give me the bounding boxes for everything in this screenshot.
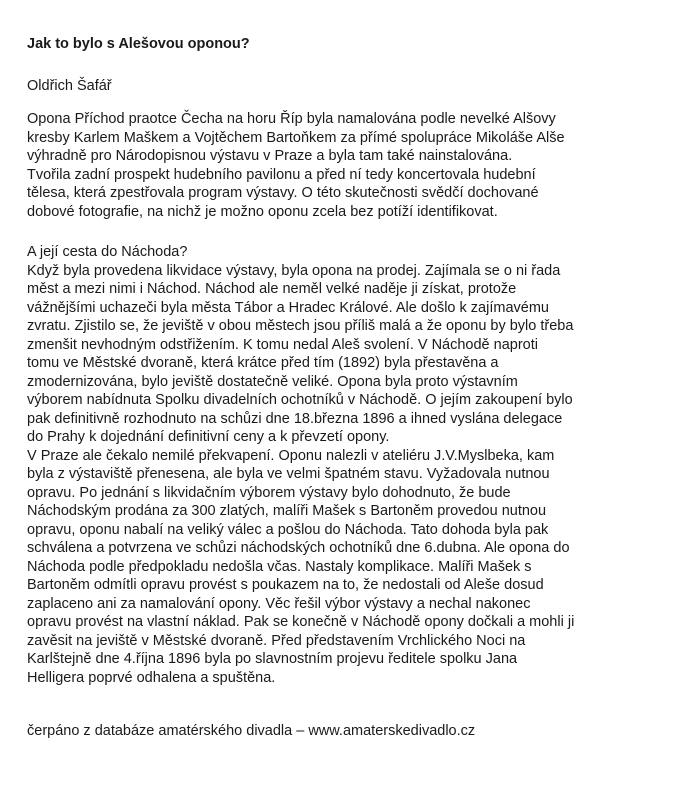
text-line: pak definitivně rozhodnuto na schůzi dne 18.března 1896 a ihned vyslána delegace (27, 410, 563, 427)
text-line: schválena a potvrzena ve schůzi náchodských ochotníků dne 6.dubna. Ale opona do (27, 540, 570, 556)
text-line: kresby Karlem Maškem a Vojtěchem Bartoňkem za přímé spolupráce Mikoláše Alše (27, 129, 565, 146)
text-line: opravu, oponu nabalí na veliký válec a pošlou do Náchoda. Tato dohoda byla pak (27, 521, 549, 538)
text-line: V Praze ale čekalo nemilé překvapení. Oponu nalezli v ateliéru J.V.Myslbeka, kam (27, 447, 555, 464)
text-line: výhradně pro Národopisnou výstavu v Praze a byla tam také nainstalována. (27, 148, 513, 164)
text-line: do Prahy k dojednání definitivní ceny a k převzetí opony. (27, 429, 390, 445)
text-line: dobové fotografie, na nichž je možno oponu zcela bez potíží identifikovat. (27, 203, 498, 220)
text-line: Když byla provedena likvidace výstavy, byla opona na prodej. Zajímala se o ni řada (27, 262, 561, 279)
text-line: Náchoda podle předpokladu nedošla včas. Nastaly komplikace. Malíři Mašek s (27, 558, 532, 575)
text-line: byla z výstaviště přenesena, ale byla ve velmi špatném stavu. Vyžadovala nutnou (27, 466, 550, 482)
text-line: Náchodským prodána za 300 zlatých, malíři Mašek s Bartoněm provedou nutnou (27, 503, 547, 519)
text-line: opravu. Po jednání s likvidačním výborem výstavy bylo dohodnuto, že bude (27, 484, 511, 501)
text-line: měst a mezi nimi i Náchod. Náchod ale neměl velké naděje ji získat, protože (27, 281, 517, 297)
text-line: výborem nabídnuta Spolku divadelních ochotníků v Náchodě. O jejím zakoupení bylo (27, 392, 573, 408)
document-title: Jak to bylo s Alešovou oponou? (27, 36, 250, 52)
text-line: opravu provést na vlastní náklad. Pak se konečně v Náchodě opony dočkali a mohli ji (27, 614, 575, 630)
text-line: Bartoněm odmítli opravu provést s poukazem na to, že nedostali od Aleše dosud (27, 577, 544, 593)
text-line: Opona Příchod praotce Čecha na horu Říp byla namalována podle nevelké Alšovy (27, 111, 556, 127)
text-line: Helligera poprvé odhalena a spuštěna. (27, 669, 276, 686)
section-heading: A její cesta do Náchoda? (27, 244, 188, 260)
text-line: zmenšit nevhodným odstřižením. K tomu nedal Aleš svolení. V Náchodě naproti (27, 336, 538, 353)
text-line: zaplaceno ani za namalování opony. Věc řešil výbor výstavy a nechal nakonec (27, 595, 531, 612)
text-line: zmodernizována, bylo jeviště dostatečně veliké. Opona byla proto výstavním (27, 373, 518, 390)
intro-paragraph (27, 110, 565, 221)
text-line: zavěsit na jeviště v Městské dvoraně. Před představením Vrchlického Noci na (27, 632, 526, 649)
text-line: Tvořila zadní prospekt hudebního pavilonu a před ní tedy koncertovala hudební (27, 166, 536, 183)
text-line: vážnějšími uchazeči byla města Tábor a Hradec Králové. Ale došlo k zajímavému (27, 299, 549, 316)
history-section (27, 243, 574, 687)
source-credit: čerpáno z databáze amatérského divadla – www.amaterskedivadlo.cz (27, 723, 476, 739)
text-line: Karlštejně dne 4.října 1896 byla po slavnostním projevu ředitele spolku Jana (27, 651, 518, 667)
text-line: tomu ve Městské dvoraně, která krátce před tím (1892) byla přestavěna a (27, 355, 499, 371)
text-line: tělesa, která zpestřovala program výstavy. O této skutečnosti svědčí dochované (27, 185, 539, 201)
text-line: zvratu. Zjistilo se, že jeviště v obou městech jsou příliš malá a že oponu by bylo třeba (27, 318, 574, 334)
author-name: Oldřich Šafář (27, 78, 112, 94)
